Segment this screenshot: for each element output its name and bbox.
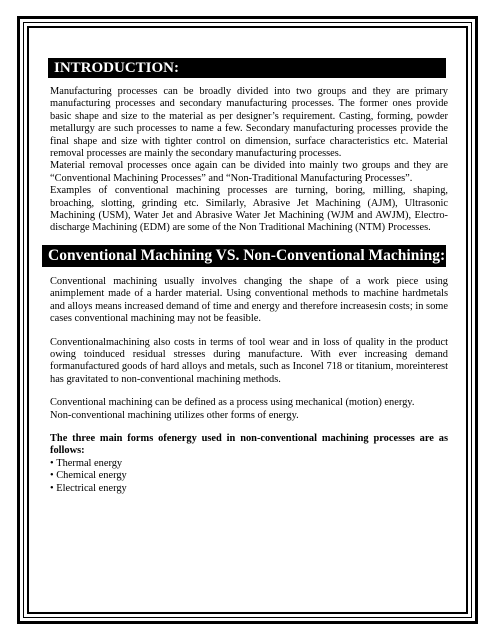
comparison-paragraph-4: Non-conventional machining utilizes other forms of energy. — [50, 409, 299, 421]
intro-paragraph-2: Material removal processes once again can be divided into mainly two groups and they are “Conventional Machining Processes” and “Non-Traditional Manufacturing Processes”. — [50, 160, 448, 184]
comparison-paragraph-2: Conventionalmachining also costs in terms of tool wear and in loss of quality in the product owing toinduced residual stresses during manufacture. With ever increasing demand formanufactured goods of hard alloys and metals, such as Inconel 718 or titanium, moreinterest has gravitated to non-conventional machining methods. — [50, 336, 448, 385]
energy-forms-list — [50, 458, 448, 495]
energy-forms-intro: The three main forms ofenergy used in non-conventional machining processes are as follows: — [50, 432, 448, 457]
list-item: • Chemical energy — [50, 470, 448, 482]
list-item: • Thermal energy — [50, 458, 448, 470]
comparison-paragraph-1: Conventional machining usually involves changing the shape of a work piece using animplement made of a harder material. Using conventional methods to machine hardmetals and alloys means increased demand of time and energy and therefore increasesin costs; in some cases conventional machining may not be feasible. — [50, 275, 448, 325]
list-item: • Electrical energy — [50, 483, 448, 495]
comparison-heading: Conventional Machining VS. Non-Conventional Machining: — [42, 245, 446, 267]
intro-paragraph-3: Examples of conventional machining processes are turning, boring, milling, shaping, broaching, slotting, grinding etc. Similarly, Abrasive Jet Machining (AJM), Ultrasonic Machining (USM), Water Jet and Abrasive Water Jet Machining (WJM and AWJM), Electro-discharge Machining (EDM) are some of the Non Traditional Machining (NTM) Processes. — [50, 185, 448, 234]
intro-paragraph-1: Manufacturing processes can be broadly divided into two groups and they are primary manufacturing processes and secondary manufacturing processes. The former ones provide basic shape and size to the material as per designer’s requirement. Casting, forming, powder metallurgy are such processes to name a few. Secondary manufacturing processes provide the final shape and size with tighter control on dimension, surface characteristics etc. Material removal processes are mainly the secondary manufacturing processes. — [50, 86, 448, 160]
comparison-paragraph-3: Conventional machining can be defined as a process using mechanical (motion) energy. — [50, 397, 415, 409]
page-content — [50, 58, 448, 495]
introduction-heading: INTRODUCTION: — [48, 58, 446, 78]
